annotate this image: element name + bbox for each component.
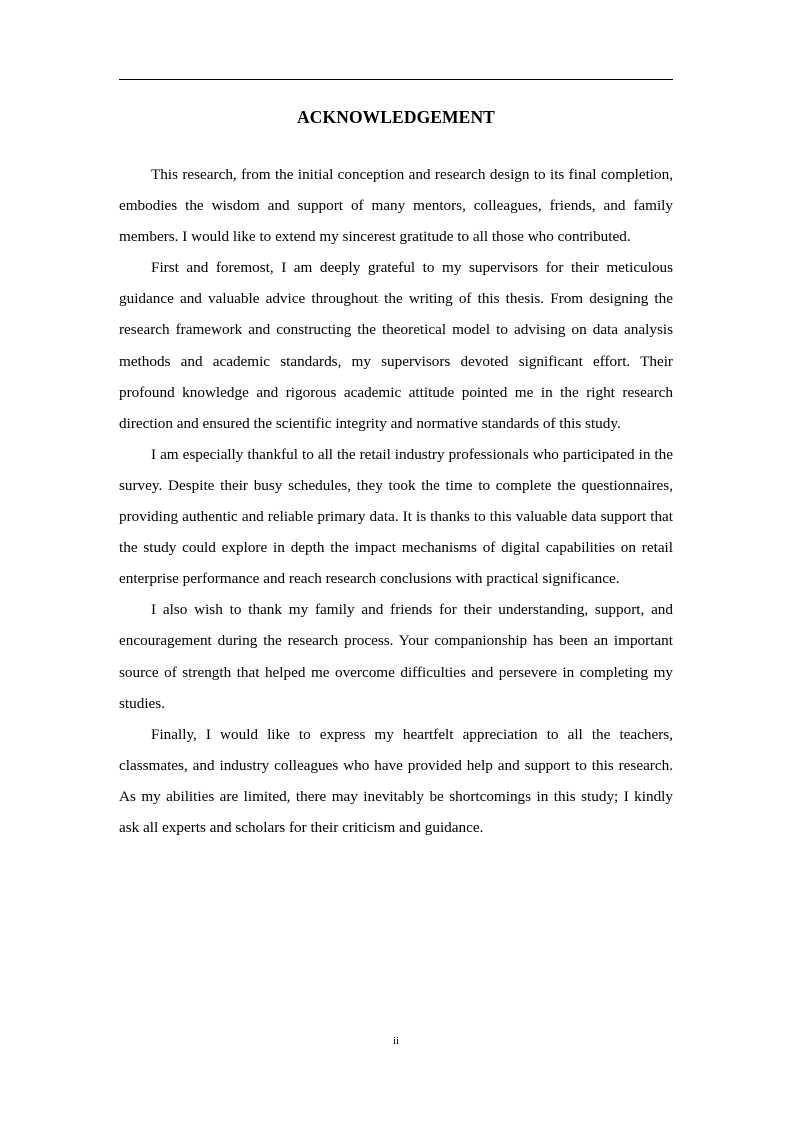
paragraph-closing: Finally, I would like to express my heartfelt appreciation to all the teachers, classmates, and industry colleagues who have provided help and support to this research. As my abilities are limited, there may inevitably be shortcomings in this study; I kindly ask all experts and scholars for their criticism and guidance. <box>119 725 673 836</box>
page-title: ACKNOWLEDGEMENT <box>297 107 495 127</box>
paragraph-participants: I am especially thankful to all the retail industry professionals who participated in the survey. Despite their busy schedules, they took the time to complete the questionnaires, providing authentic and reliable primary data. It is thanks to this valuable data support that the study could explore in depth the impact mechanisms of digital capabilities on retail enterprise performance and reach research conclusions with practical significance. <box>119 445 673 588</box>
paragraph-intro: This research, from the initial conception and research design to its final completion, embodies the wisdom and support of many mentors, colleagues, friends, and family members. I would like to extend my sincerest gratitude to all those who contributed. <box>119 166 673 246</box>
paragraph-family: I also wish to thank my family and friends for their understanding, support, and encouragement during the research process. Your companionship has been an important source of strength that helped me overcome difficulties and persevere in completing my studies. <box>119 601 673 712</box>
paragraph-supervisors: First and foremost, I am deeply grateful to my supervisors for their meticulous guidance and valuable advice throughout the writing of this thesis. From designing the research framework and constructing the theoretical model to advising on data analysis methods and academic standards, my supervisors devoted significant effort. Their profound knowledge and rigorous academic attitude pointed me in the right research direction and ensured the scientific integrity and normative standards of this study. <box>119 259 673 432</box>
page-number: ii <box>392 1035 400 1047</box>
header-rule <box>119 79 673 80</box>
body-text <box>119 159 673 843</box>
